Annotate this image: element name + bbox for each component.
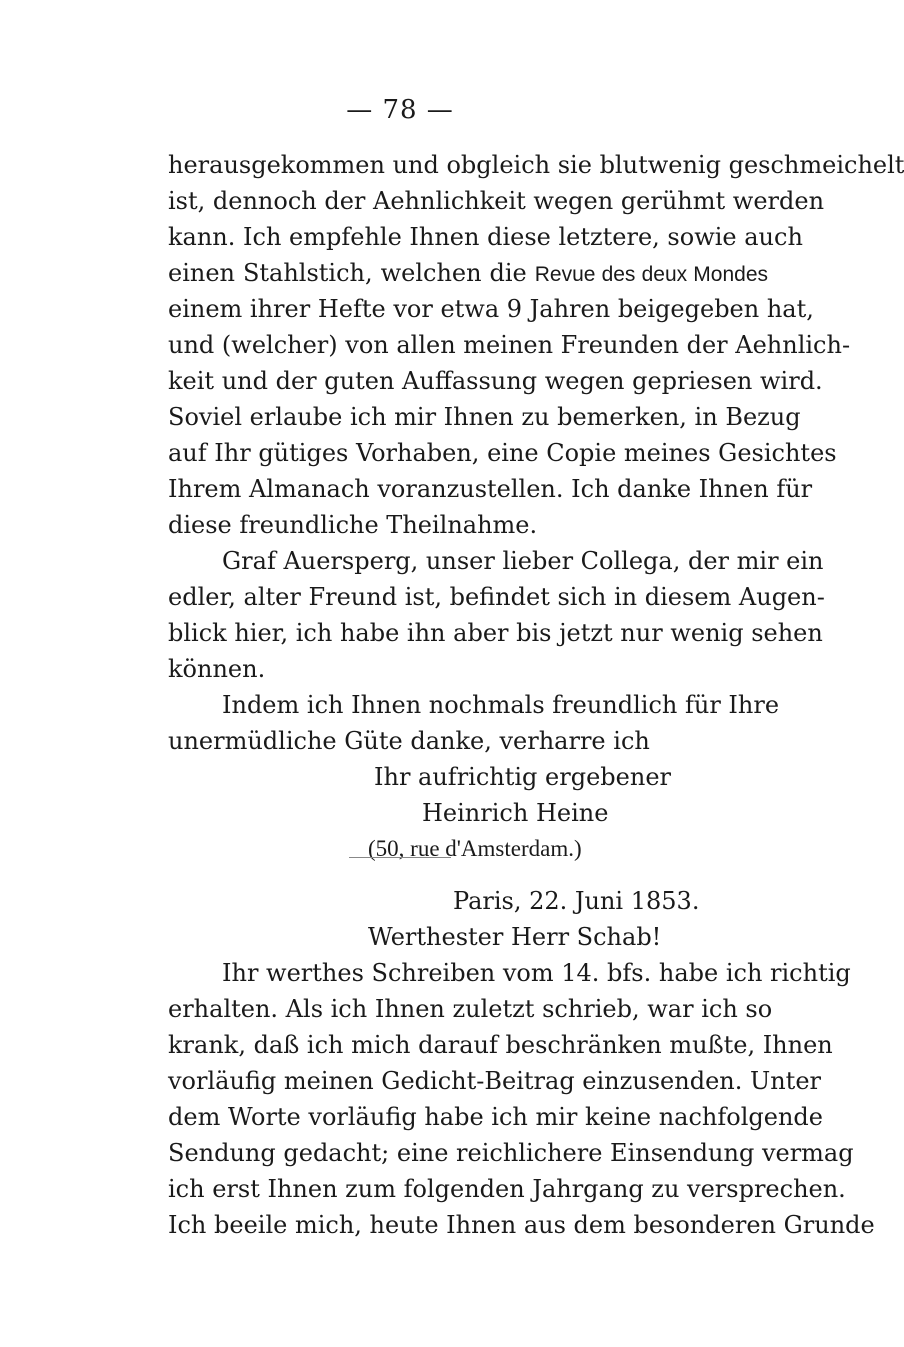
text-line: vorläufig meinen Gedicht-Beitrag einzusenden. Unter bbox=[168, 1067, 822, 1095]
page-number: — 78 — bbox=[346, 95, 454, 125]
text-line: herausgekommen und obgleich sie blutwenig geschmeichelt bbox=[168, 151, 904, 179]
journal-title: Revue des deux Mondes bbox=[534, 263, 768, 286]
text-line: Ihrem Almanach voranzustellen. Ich danke Ihnen für bbox=[168, 475, 813, 503]
text-line: einem ihrer Hefte vor etwa 9 Jahren beigegeben hat, bbox=[168, 295, 814, 323]
text-line: krank, daß ich mich darauf beschränken mußte, Ihnen bbox=[168, 1031, 833, 1059]
salutation: Werthester Herr Schab! bbox=[368, 923, 662, 951]
text-line: Ihr werthes Schreiben vom 14. bfs. habe ich richtig bbox=[222, 959, 851, 987]
text-line: Soviel erlaube ich mir Ihnen zu bemerken, in Bezug bbox=[168, 403, 801, 431]
place-date: Paris, 22. Juni 1853. bbox=[453, 887, 700, 915]
text-line: ich erst Ihnen zum folgenden Jahrgang zu versprechen. bbox=[168, 1175, 846, 1203]
text-line: diese freundliche Theilnahme. bbox=[168, 511, 538, 539]
text-line: unermüdliche Güte danke, verharre ich bbox=[168, 727, 650, 755]
section-divider bbox=[349, 857, 451, 858]
text-line: keit und der guten Auffassung wegen gepriesen wird. bbox=[168, 367, 823, 395]
text-line: können. bbox=[168, 655, 266, 683]
address: (50, rue d'Amsterdam.) bbox=[368, 836, 582, 861]
text-line: Indem ich Ihnen nochmals freundlich für Ihre bbox=[222, 691, 780, 719]
text-segment: einen Stahlstich, welchen die bbox=[168, 259, 535, 287]
text-line bbox=[168, 255, 768, 291]
text-line: blick hier, ich habe ihn aber bis jetzt nur wenig sehen bbox=[168, 619, 823, 647]
letter-body-2 bbox=[168, 883, 875, 1243]
text-line: kann. Ich empfehle Ihnen diese letztere, sowie auch bbox=[168, 223, 803, 251]
text-line: edler, alter Freund ist, befindet sich in diesem Augen- bbox=[168, 583, 825, 611]
closing-line: Ihr aufrichtig ergebener bbox=[374, 763, 671, 791]
letter-body-1 bbox=[168, 147, 904, 867]
signature: Heinrich Heine bbox=[422, 799, 609, 827]
text-line: auf Ihr gütiges Vorhaben, eine Copie meines Gesichtes bbox=[168, 439, 837, 467]
text-line: Ich beeile mich, heute Ihnen aus dem besonderen Grunde bbox=[168, 1211, 875, 1239]
text-line: Sendung gedacht; eine reichlichere Einsendung vermag bbox=[168, 1139, 854, 1167]
text-line: ist, dennoch der Aehnlichkeit wegen gerühmt werden bbox=[168, 187, 825, 215]
text-line: und (welcher) von allen meinen Freunden der Aehnlich- bbox=[168, 331, 851, 359]
text-line: Graf Auersperg, unser lieber Collega, der mir ein bbox=[222, 547, 824, 575]
text-line: erhalten. Als ich Ihnen zuletzt schrieb, war ich so bbox=[168, 995, 773, 1023]
text-line: dem Worte vorläufig habe ich mir keine nachfolgende bbox=[168, 1103, 823, 1131]
